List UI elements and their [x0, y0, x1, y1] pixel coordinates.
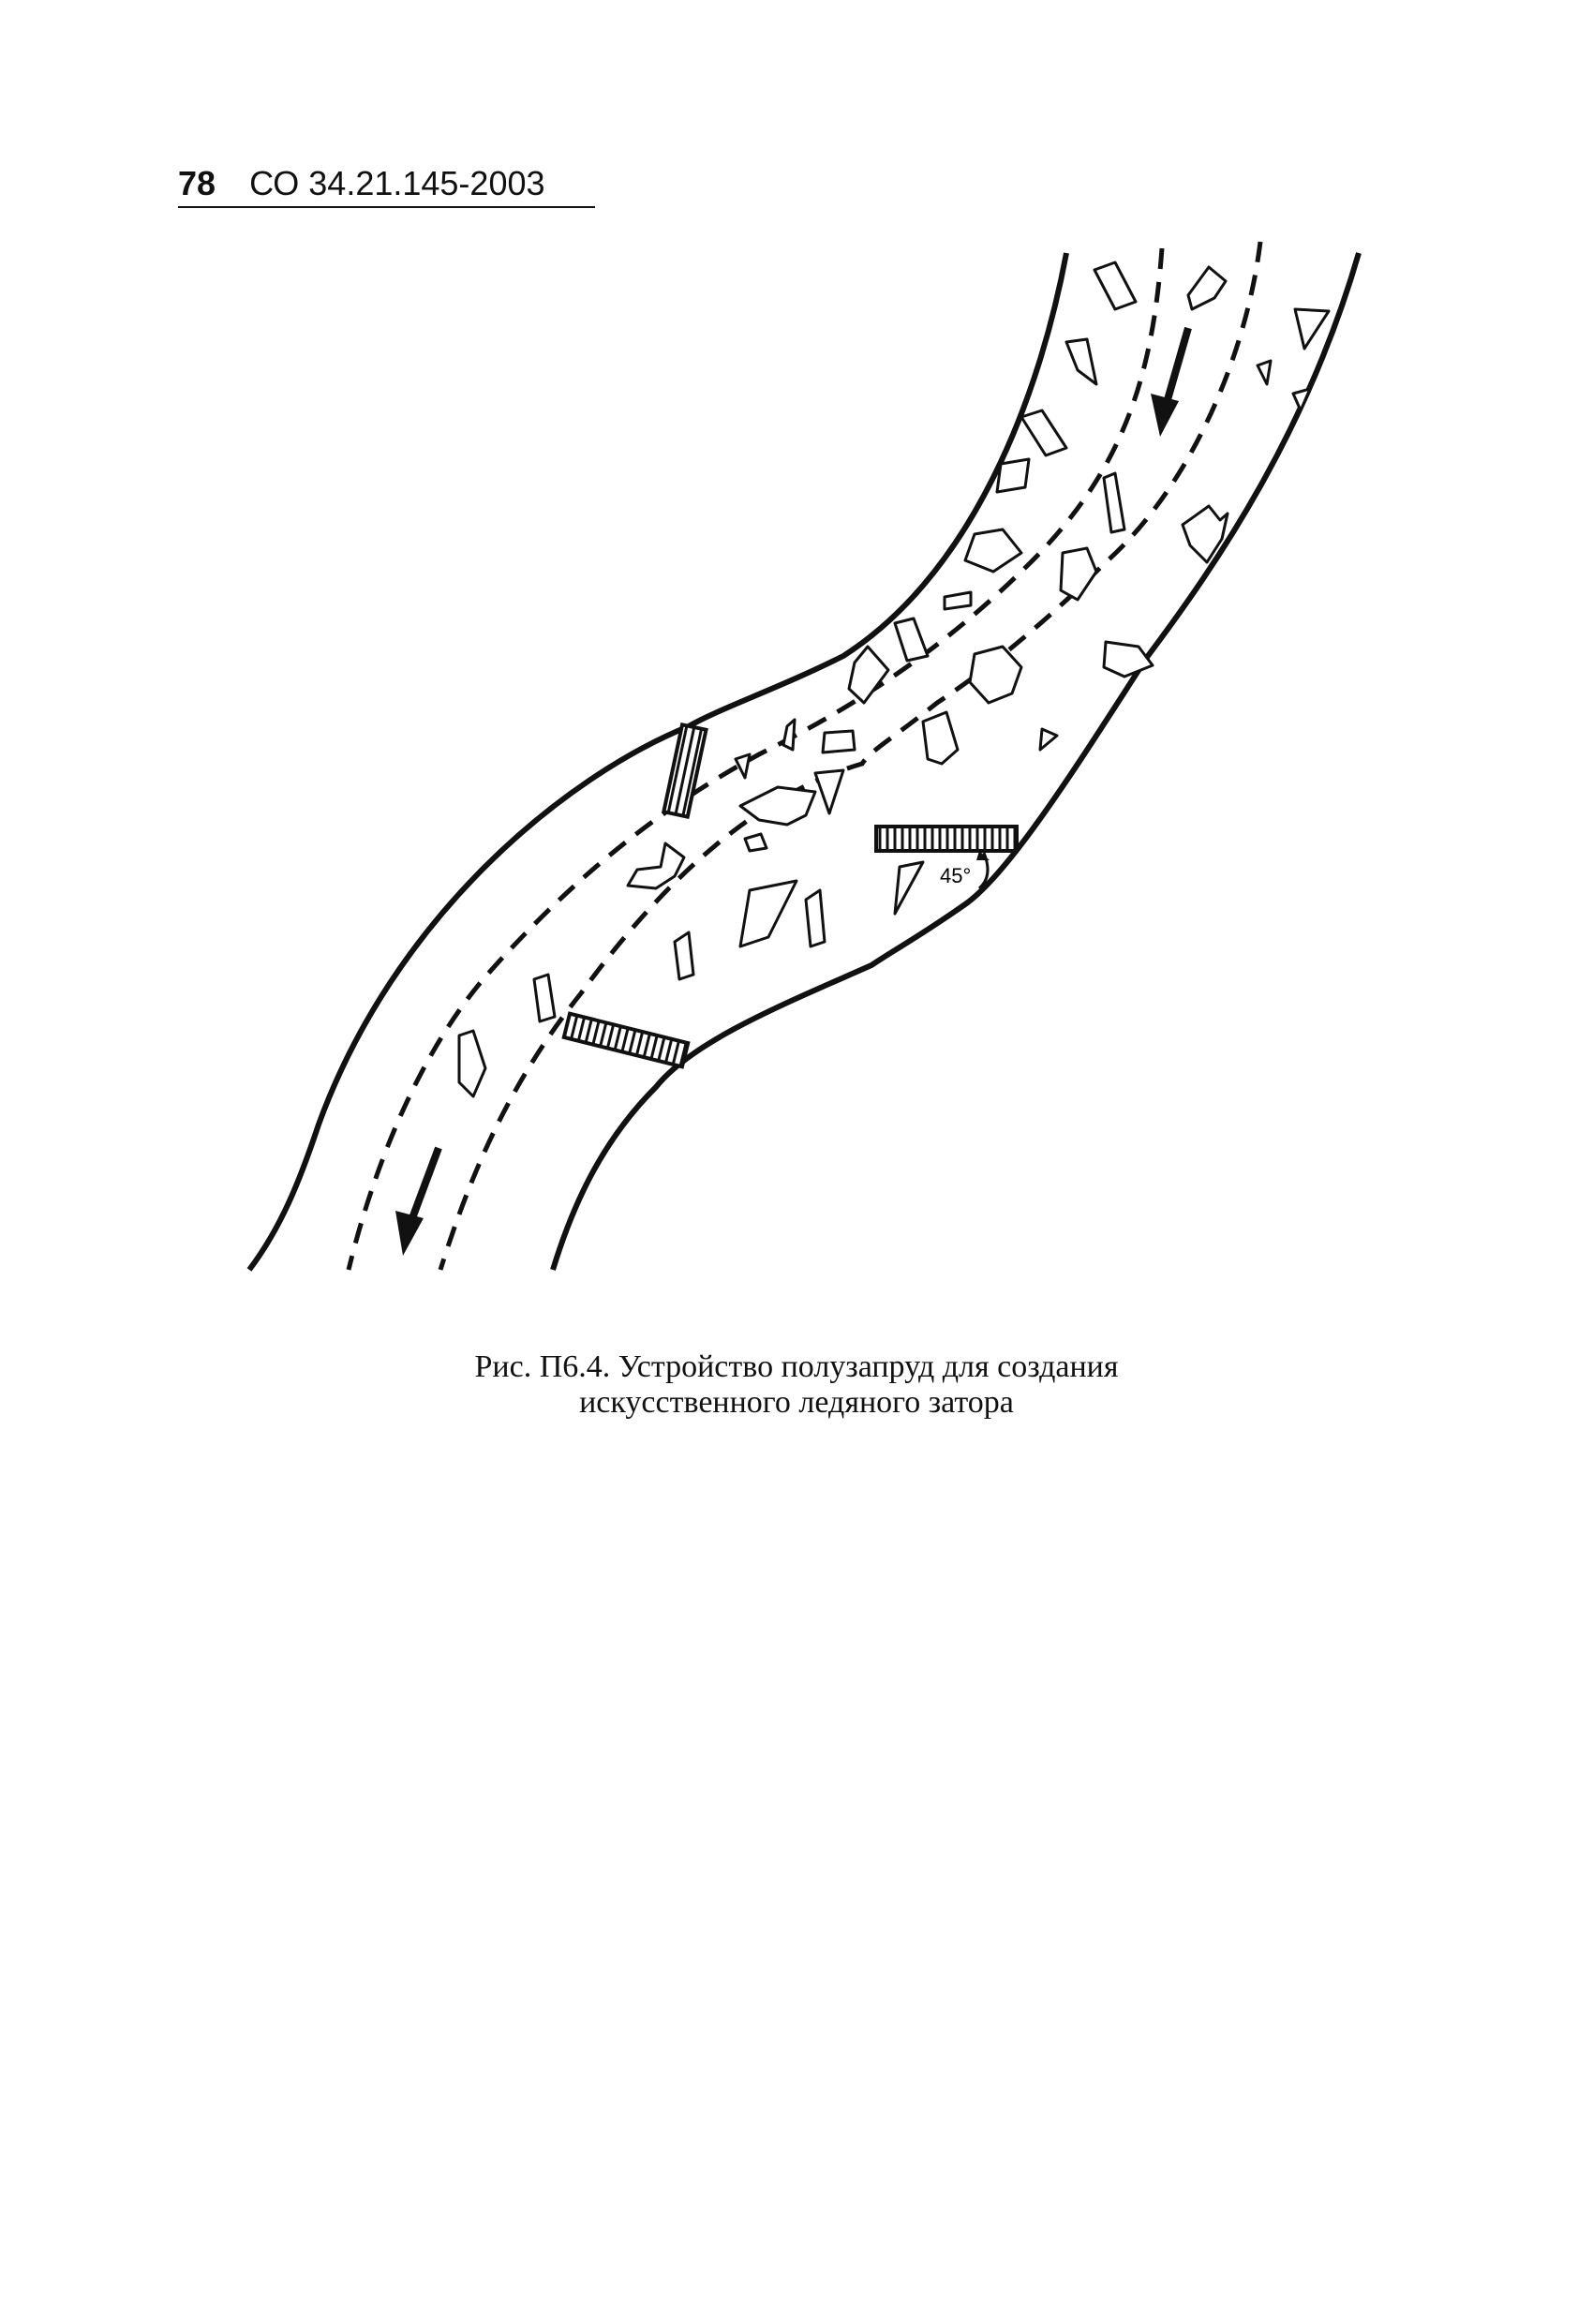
ice-floe [1293, 389, 1310, 410]
ice-floe [459, 1031, 485, 1096]
ice-floe [783, 720, 795, 750]
ice-floe [1040, 729, 1057, 750]
angle-marker [940, 851, 990, 888]
ice-floe [1094, 262, 1136, 309]
ice-floe [997, 459, 1029, 492]
ice-floe [895, 618, 928, 661]
ice-floe [1066, 339, 1096, 384]
groyne-lower-left [564, 1014, 688, 1067]
document-code: СО 34.21.145-2003 [249, 164, 545, 202]
channel-line-left [349, 248, 1162, 1270]
ice-floe [815, 770, 843, 813]
ice-floe [534, 975, 555, 1021]
ice-floe [745, 834, 767, 851]
angle-label: 45° [940, 864, 972, 887]
ice-floe [628, 843, 684, 888]
ice-floe [1104, 642, 1153, 677]
ice-floe [740, 787, 815, 825]
ice-floe [1258, 361, 1271, 384]
ice-floe [1021, 410, 1066, 455]
ice-floe [806, 890, 825, 946]
groyne-upper-left [663, 724, 706, 816]
figure-caption [375, 1349, 1218, 1421]
ice-floe [1061, 548, 1096, 600]
ice-floe [945, 592, 971, 609]
ice-floe [895, 862, 923, 914]
ice-floe [849, 647, 888, 703]
ice-floe [923, 712, 958, 764]
ice-floe [740, 881, 796, 946]
groyne-right [876, 827, 1017, 851]
ice-floe [1295, 309, 1329, 349]
ice-floe [1188, 267, 1226, 309]
ice-floe [823, 731, 855, 752]
caption-line-2: искусственного ледяного затора [579, 1385, 1014, 1420]
ice-floe [970, 647, 1021, 703]
flow-arrow-top [1151, 328, 1188, 437]
caption-line-1: Рис. П6.4. Устройство полузапруд для создания [474, 1349, 1119, 1384]
page-number: 78 [178, 164, 216, 202]
ice-floe [675, 932, 693, 979]
flow-arrow-bottom [395, 1148, 439, 1256]
ice-floe [1104, 473, 1124, 532]
ice-floes [459, 262, 1329, 1096]
ice-floe [965, 529, 1021, 572]
ice-floe [736, 754, 750, 778]
